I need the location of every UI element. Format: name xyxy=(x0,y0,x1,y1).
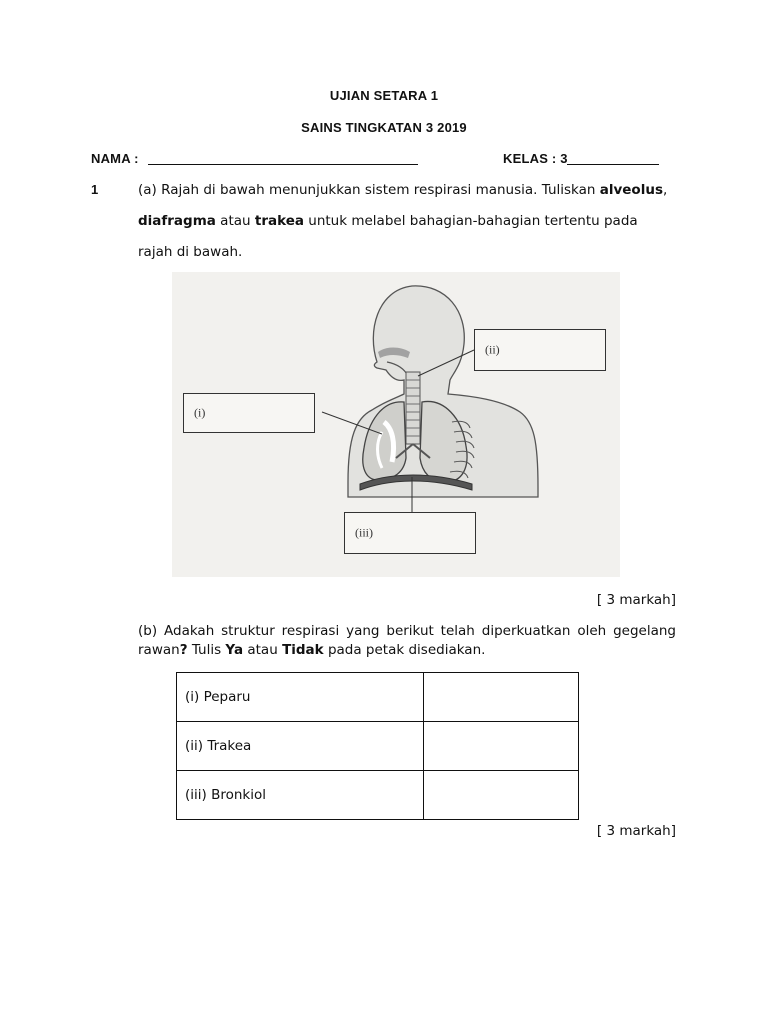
part-b-label: (b) xyxy=(138,623,158,639)
part-b-text-3: atau xyxy=(243,642,283,658)
option-tidak: Tidak xyxy=(282,642,324,658)
name-answer-line[interactable] xyxy=(148,164,418,165)
row-item-trakea: (ii) Trakea xyxy=(177,722,424,771)
part-a-line-2 xyxy=(138,212,678,231)
part-a-line-1 xyxy=(138,181,678,200)
row-item-bronkiol: (iii) Bronkiol xyxy=(177,771,424,820)
part-b-text-1: Adakah struktur respirasi yang berikut telah diperkuatkan oleh gegelang rawan xyxy=(138,623,676,658)
part-a-line-3: rajah di bawah. xyxy=(138,244,243,260)
answer-cell-peparu[interactable] xyxy=(424,673,579,722)
exam-title: UJIAN SETARA 1 xyxy=(329,88,439,103)
table-row xyxy=(177,722,579,771)
class-label: KELAS : 3 xyxy=(503,151,568,166)
answer-cell-bronkiol[interactable] xyxy=(424,771,579,820)
class-answer-line[interactable] xyxy=(567,164,659,165)
part-b-text-4: pada petak disediakan. xyxy=(323,642,486,658)
label-box-iii[interactable] xyxy=(344,512,476,554)
label-box-ii-text: (ii) xyxy=(485,342,500,357)
part-a-text-3: atau xyxy=(215,213,255,229)
name-label: NAMA : xyxy=(91,151,139,166)
label-box-i-text: (i) xyxy=(194,405,206,420)
exam-subtitle: SAINS TINGKATAN 3 2019 xyxy=(301,120,467,135)
question-number: 1 xyxy=(91,182,99,197)
table-row xyxy=(177,771,579,820)
part-a-text-2: , xyxy=(662,182,668,198)
answer-table xyxy=(176,672,579,820)
label-box-iii-text: (iii) xyxy=(355,525,373,540)
row-item-peparu: (i) Peparu xyxy=(177,673,424,722)
part-b-marks: [ 3 markah] xyxy=(596,823,676,839)
term-alveolus: alveolus xyxy=(599,182,663,198)
part-b-text-2: Tulis xyxy=(187,642,226,658)
part-b-question xyxy=(138,622,676,660)
label-box-ii[interactable] xyxy=(474,329,606,371)
part-b-qmark: ? xyxy=(179,642,188,658)
part-a-text-4: untuk melabel bahagian-bahagian tertentu pada xyxy=(303,213,638,229)
answer-cell-trakea[interactable] xyxy=(424,722,579,771)
term-diafragma: diafragma xyxy=(138,213,216,229)
part-a-marks: [ 3 markah] xyxy=(596,592,676,608)
respiratory-system-diagram xyxy=(172,272,620,577)
option-ya: Ya xyxy=(225,642,244,658)
part-a-text-1: Rajah di bawah menunjukkan sistem respirasi manusia. Tuliskan xyxy=(161,182,600,198)
term-trakea: trakea xyxy=(254,213,304,229)
table-row xyxy=(177,673,579,722)
part-a-label: (a) xyxy=(138,182,157,198)
label-box-i[interactable] xyxy=(183,393,315,433)
